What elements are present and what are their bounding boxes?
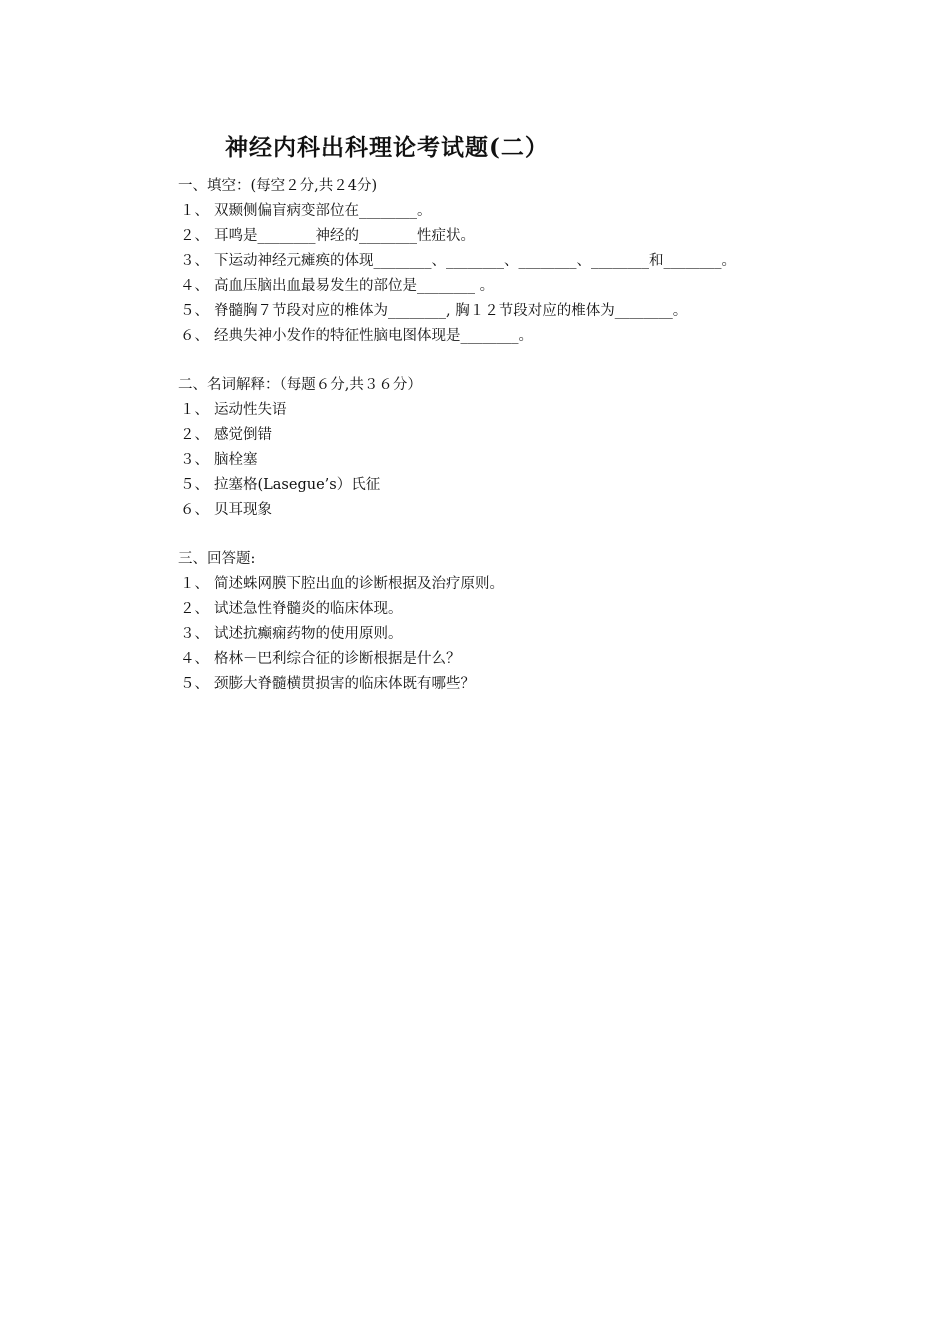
question-text: 拉塞格(Lasegue’s）氏征 xyxy=(214,477,381,493)
question-number: ５、 xyxy=(180,477,209,493)
question-number: ３、 xyxy=(180,253,209,269)
question-text: 格林－巴利综合征的诊断根据是什么？ xyxy=(214,651,461,667)
question-number: １、 xyxy=(180,203,209,219)
question-item xyxy=(178,224,918,249)
question-text: 颈膨大脊髓横贯损害的临床体既有哪些？ xyxy=(214,676,475,692)
exam-content xyxy=(178,174,918,697)
question-number: １、 xyxy=(180,576,209,592)
question-text: 双颞侧偏盲病变部位在________。 xyxy=(214,203,432,219)
question-text: 运动性失语 xyxy=(214,402,287,418)
question-item xyxy=(178,498,918,523)
question-number: ３、 xyxy=(180,626,209,642)
section-heading: 三、回答题: xyxy=(178,551,256,567)
question-item xyxy=(178,398,918,423)
question-text: 贝耳现象 xyxy=(214,502,272,518)
question-number: ２、 xyxy=(180,601,209,617)
question-item xyxy=(178,448,918,473)
question-item xyxy=(178,622,918,647)
section-heading: 一、填空：(每空２分,共２4分) xyxy=(178,178,378,194)
question-number: ３、 xyxy=(180,452,209,468)
question-number: ６、 xyxy=(180,328,209,344)
section-term-definitions xyxy=(178,373,918,523)
section-heading: 二、名词解释：（每题６分,共３６分） xyxy=(178,377,422,393)
question-text: 简述蛛网膜下腔出血的诊断根据及治疗原则。 xyxy=(214,576,504,592)
question-number: ５、 xyxy=(180,676,209,692)
question-item xyxy=(178,274,918,299)
question-item xyxy=(178,672,918,697)
question-number: ５、 xyxy=(180,303,209,319)
question-text: 感觉倒错 xyxy=(214,427,272,443)
question-number: ４、 xyxy=(180,651,209,667)
question-text: 试述急性脊髓炎的临床体现。 xyxy=(214,601,403,617)
question-item xyxy=(178,597,918,622)
question-text: 脊髓胸７节段对应的椎体为________, 胸１２节段对应的椎体为________。 xyxy=(214,303,688,319)
question-item xyxy=(178,423,918,448)
section-spacer xyxy=(178,349,918,373)
question-text: 耳鸣是________神经的________性症状。 xyxy=(214,228,475,244)
question-item xyxy=(178,249,918,274)
question-number: ６、 xyxy=(180,502,209,518)
question-item xyxy=(178,299,918,324)
question-item xyxy=(178,473,918,498)
question-text: 高血压脑出血最易发生的部位是________ 。 xyxy=(214,278,495,294)
section-fill-in-blank xyxy=(178,174,918,349)
question-item xyxy=(178,647,918,672)
page-title: 神经内科出科理论考试题(二） xyxy=(225,134,549,161)
question-item xyxy=(178,199,918,224)
question-item xyxy=(178,324,918,349)
question-item xyxy=(178,572,918,597)
question-text: 下运动神经元瘫痪的体现________、________、________、________和________。 xyxy=(214,253,736,269)
question-text: 试述抗癫痫药物的使用原则。 xyxy=(214,626,403,642)
question-number: ２、 xyxy=(180,228,209,244)
question-number: ４、 xyxy=(180,278,209,294)
question-text: 经典失神小发作的特征性脑电图体现是________。 xyxy=(214,328,533,344)
section-short-answer xyxy=(178,547,918,697)
question-number: ２、 xyxy=(180,427,209,443)
question-text: 脑栓塞 xyxy=(214,452,258,468)
question-number: １、 xyxy=(180,402,209,418)
section-spacer xyxy=(178,523,918,547)
